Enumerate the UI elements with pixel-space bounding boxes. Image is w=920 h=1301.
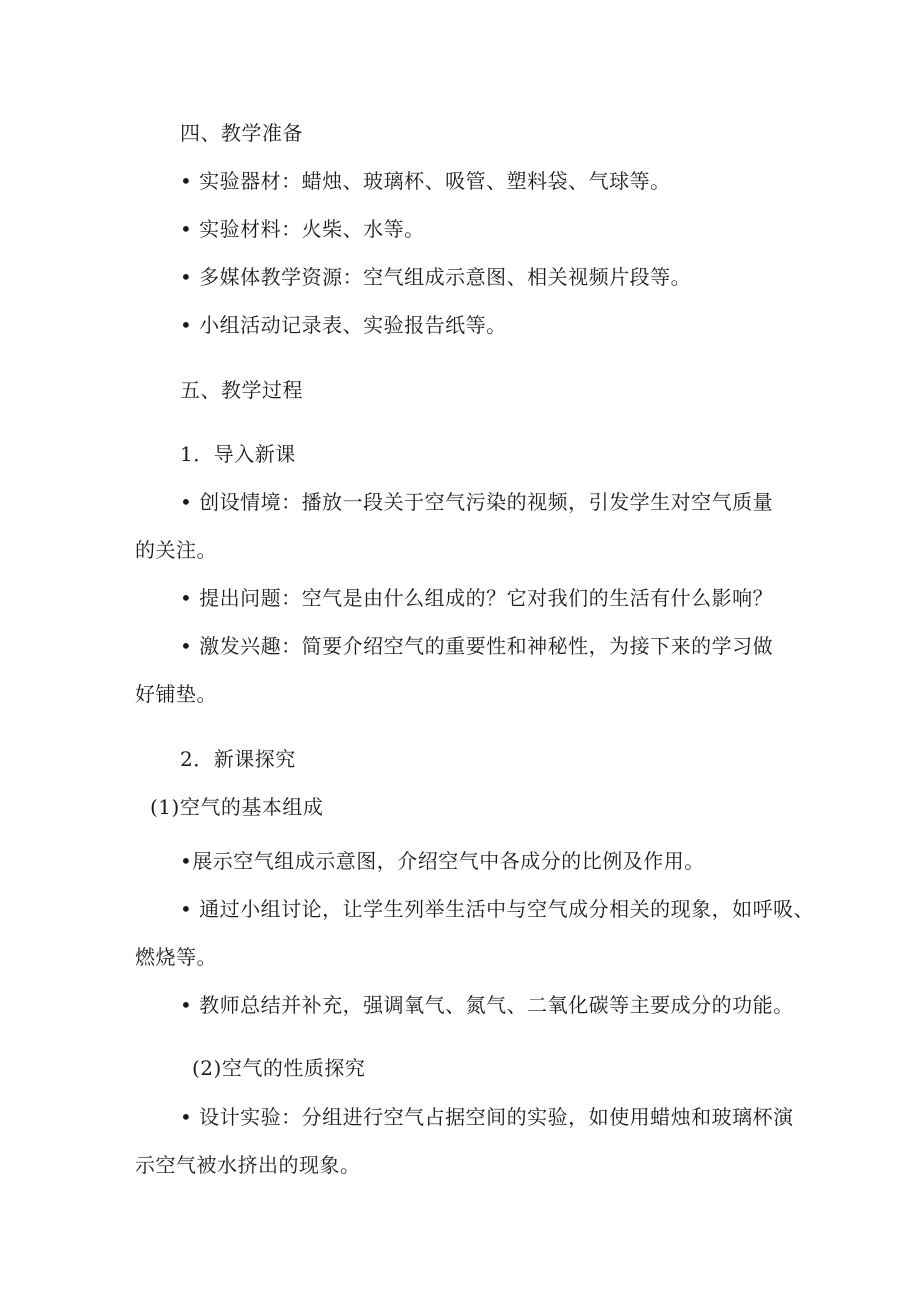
list-item: • 创设情境：播放一段关于空气污染的视频，引发学生对空气质量	[180, 490, 774, 514]
sub2-title: (2)空气的性质探究	[192, 1056, 366, 1080]
sub1-title: (1)空气的基本组成	[150, 795, 324, 819]
step1-title: 1．导入新课	[180, 442, 296, 466]
list-item: • 实验器材：蜡烛、玻璃杯、吸管、塑料袋、气球等。	[180, 169, 671, 193]
list-item: • 多媒体教学资源：空气组成示意图、相关视频片段等。	[180, 265, 692, 289]
list-item-continuation: 示空气被水挤出的现象。	[135, 1153, 361, 1177]
section5-heading: 五、教学过程	[180, 378, 303, 402]
list-item: • 提出问题：空气是由什么组成的？它对我们的生活有什么影响？	[180, 586, 774, 610]
step2-title: 2．新课探究	[180, 747, 296, 771]
list-item: • 小组活动记录表、实验报告纸等。	[180, 313, 507, 337]
list-item: • 设计实验：分组进行空气占据空间的实验，如使用蜡烛和玻璃杯演	[180, 1105, 794, 1129]
list-item-continuation: 好铺垫。	[135, 682, 217, 706]
section4-heading: 四、教学准备	[180, 121, 303, 145]
list-item: •展示空气组成示意图，介绍空气中各成分的比例及作用。	[180, 849, 705, 873]
list-item: • 通过小组讨论，让学生列举生活中与空气成分相关的现象，如呼吸、	[180, 897, 815, 921]
list-item: • 激发兴趣：简要介绍空气的重要性和神秘性，为接下来的学习做	[180, 634, 774, 658]
list-item-continuation: 燃烧等。	[135, 945, 217, 969]
list-item: • 实验材料：火柴、水等。	[180, 217, 425, 241]
list-item: • 教师总结并补充，强调氧气、氮气、二氧化碳等主要成分的功能。	[180, 993, 794, 1017]
list-item-continuation: 的关注。	[135, 538, 217, 562]
